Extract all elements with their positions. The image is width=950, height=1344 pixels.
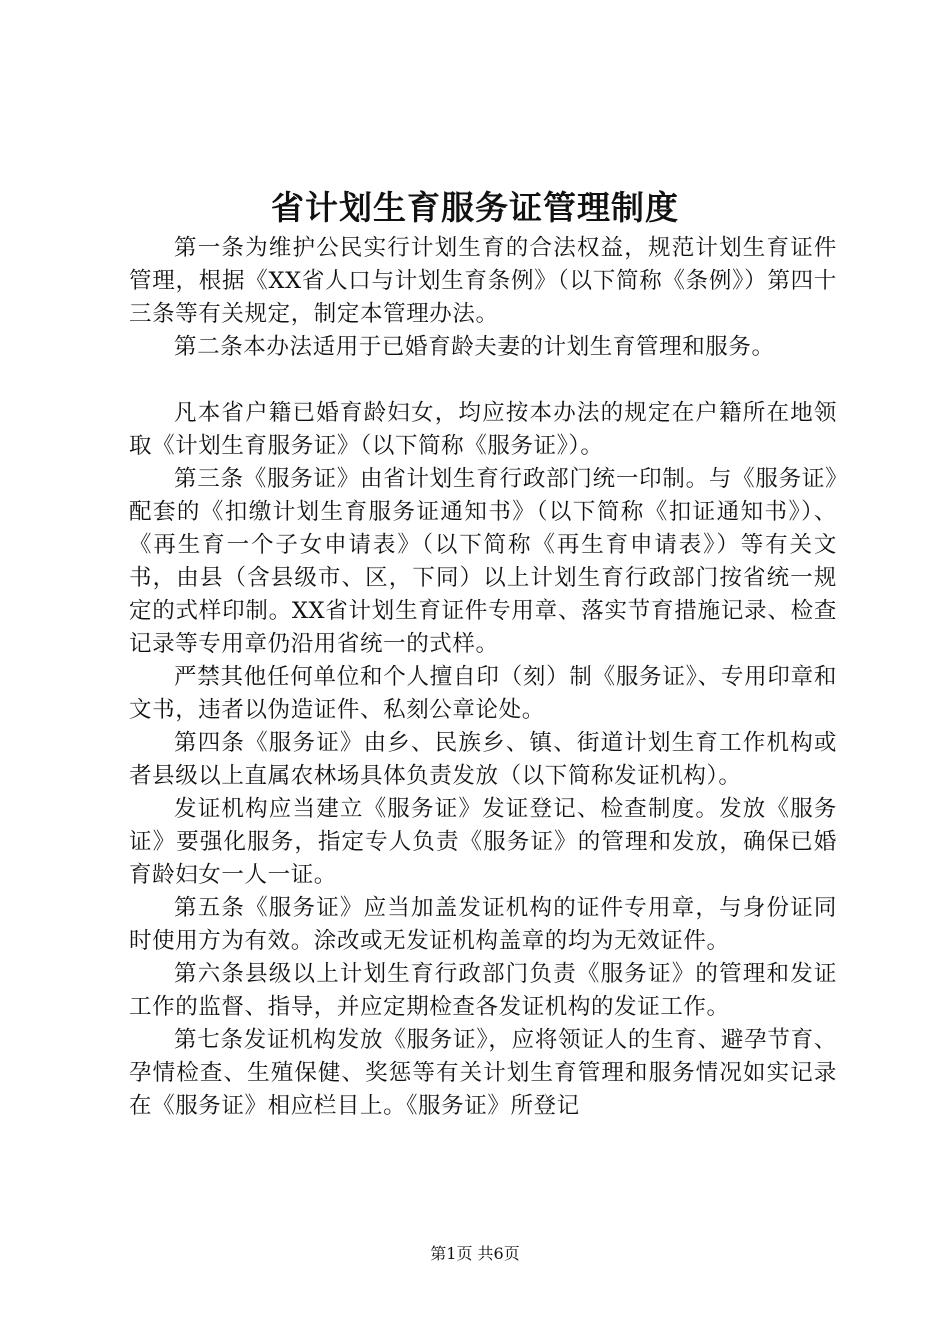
document-body [129, 232, 837, 1123]
document-title: 省计划生育服务证管理制度 [271, 188, 679, 227]
paragraph-article-7: 第七条发证机构发放《服务证》，应将领证人的生育、避孕节育、孕情检查、生殖保健、奖惩等有关计划生育管理和服务情况如实记录在《服务证》相应栏目上。《服务证》所登记 [129, 1027, 837, 1119]
paragraph-article-3-prohibition: 严禁其他任何单位和个人擅自印（刻）制《服务证》、专用印章和文书，违者以伪造证件、私刻公章论处。 [129, 664, 837, 723]
paragraph-article-4: 第四条《服务证》由乡、民族乡、镇、街道计划生育工作机构或者县级以上直属农林场具体负责发放（以下简称发证机构）。 [129, 730, 837, 789]
paragraph-article-4-registration: 发证机构应当建立《服务证》发证登记、检查制度。发放《服务证》要强化服务，指定专人负责《服务证》的管理和发放，确保已婚育龄妇女一人一证。 [129, 796, 837, 888]
paragraph-article-3: 第三条《服务证》由省计划生育行政部门统一印制。与《服务证》配套的《扣缴计划生育服务证通知书》（以下简称《扣证通知书》）、《再生育一个子女申请表》（以下简称《再生育申请表》）等有关文书，由县（含县级市、区，下同）以上计划生育行政部门按省统一规定的式样印制。XX省计划生育证件专用章、落实节育措施记录、检查记录等专用章仍沿用省统一的式样。 [129, 466, 837, 657]
paragraph-article-2: 第二条本办法适用于已婚育龄夫妻的计划生育管理和服务。 [174, 334, 775, 360]
page-number-footer: 第1页 共6页 [430, 1244, 520, 1263]
paragraph-article-6: 第六条县级以上计划生育行政部门负责《服务证》的管理和发证工作的监督、指导，并应定期检查各发证机构的发证工作。 [129, 961, 837, 1020]
paragraph-article-5: 第五条《服务证》应当加盖发证机构的证件专用章，与身份证同时使用方为有效。涂改或无发证机构盖章的均为无效证件。 [129, 895, 837, 954]
paragraph-article-1: 第一条为维护公民实行计划生育的合法权益，规范计划生育证件管理，根据《XX省人口与计划生育条例》（以下简称《条例》）第四十三条等有关规定，制定本管理办法。 [129, 235, 837, 327]
paragraph-article-2-scope: 凡本省户籍已婚育龄妇女，均应按本办法的规定在户籍所在地领取《计划生育服务证》（以下简称《服务证》）。 [129, 400, 837, 459]
